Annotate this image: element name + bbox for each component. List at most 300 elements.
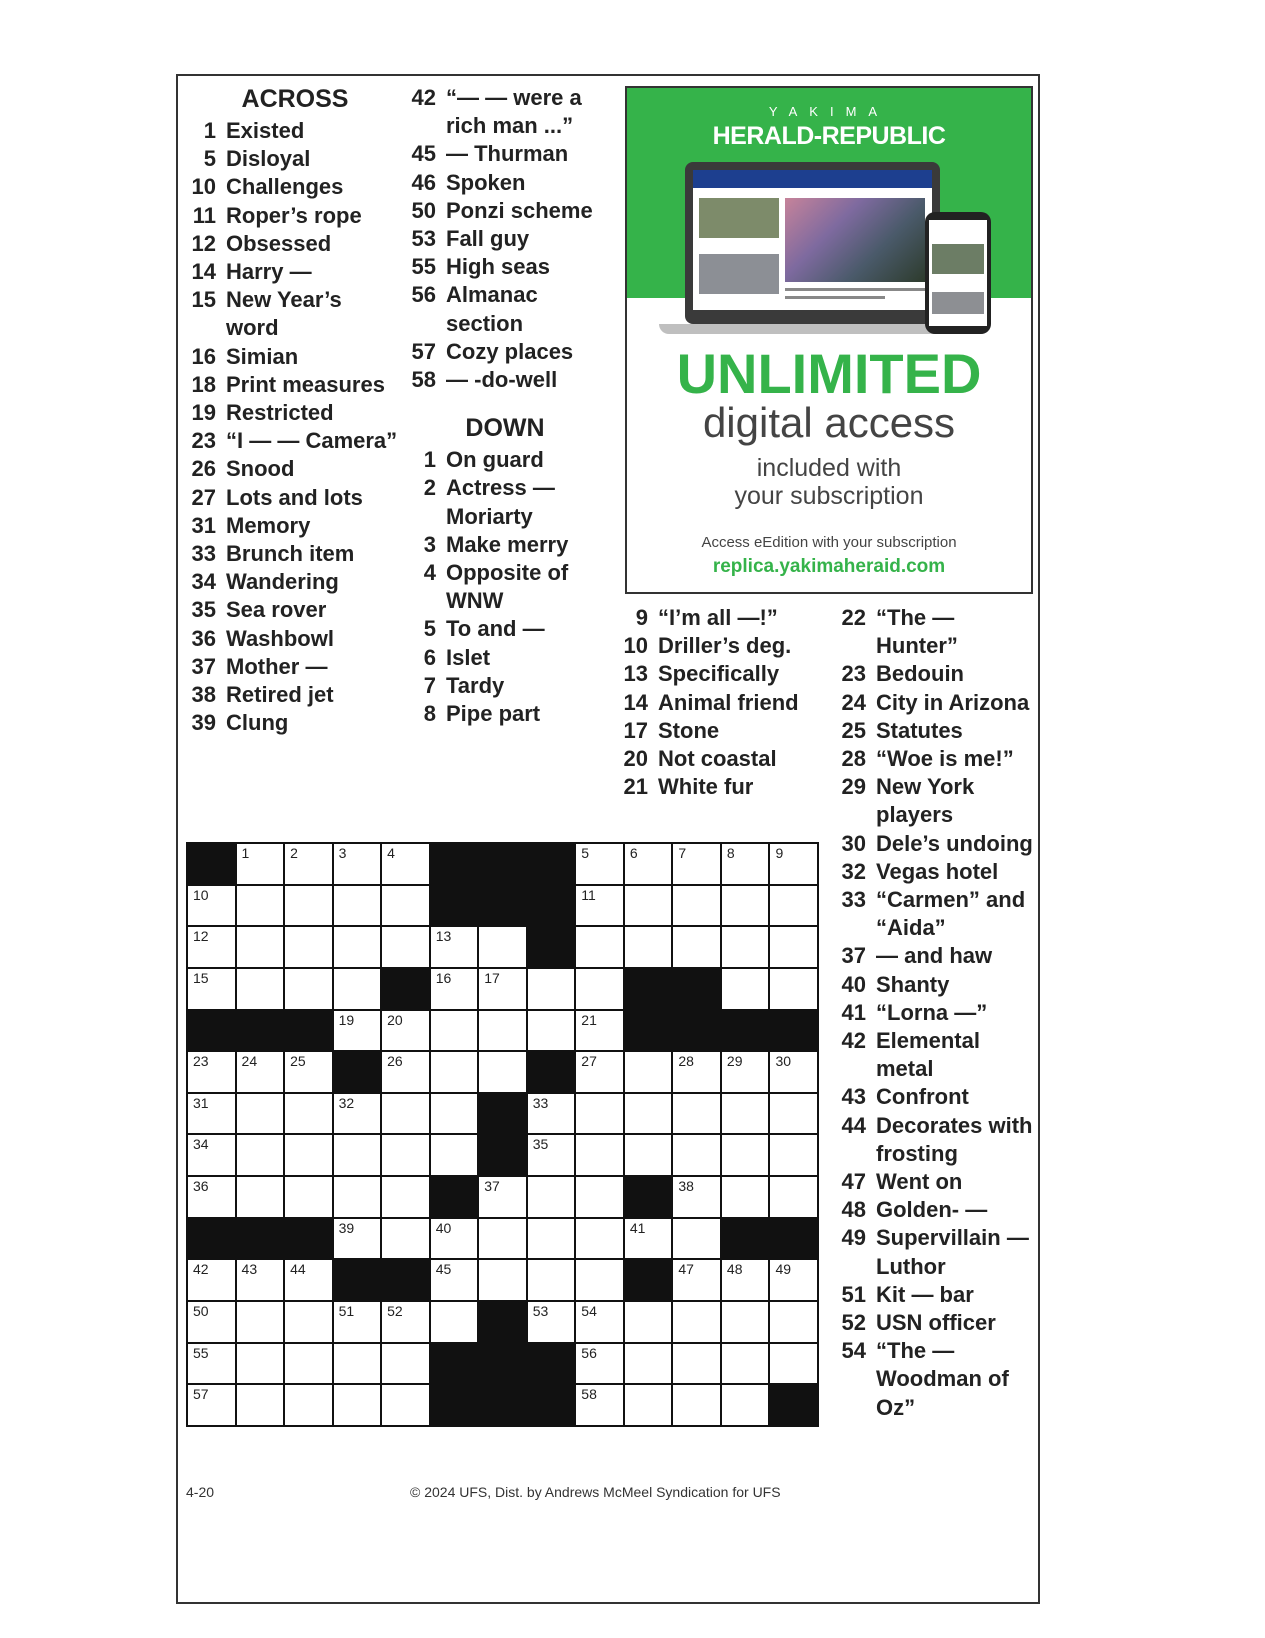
clue-text: Kit — bar <box>876 1281 974 1307</box>
across-clue <box>400 197 610 225</box>
down-clue <box>614 604 829 632</box>
grid-cell[interactable] <box>528 1011 575 1051</box>
clue-text: Specifically <box>658 661 780 687</box>
cell-number: 15 <box>193 969 209 986</box>
grid-cell[interactable] <box>188 1177 235 1217</box>
clue-text: Cozy places <box>446 338 574 364</box>
grid-cell[interactable] <box>382 1344 429 1384</box>
clue-text: Dele’s undoing <box>876 830 1033 856</box>
clue-text: Harry — <box>226 259 312 285</box>
across-clue <box>190 596 400 624</box>
grid-block <box>188 844 235 884</box>
grid-cell[interactable] <box>625 1302 672 1342</box>
grid-cell[interactable] <box>673 1135 720 1175</box>
grid-cell[interactable] <box>237 886 284 926</box>
grid-cell[interactable] <box>722 927 769 967</box>
grid-cell[interactable] <box>625 927 672 967</box>
clue-number: 56 <box>411 282 436 308</box>
grid-cell[interactable] <box>673 1260 720 1300</box>
down-clue <box>400 672 610 700</box>
clue-number: 16 <box>191 343 216 369</box>
clue-number: 46 <box>411 169 436 195</box>
across-clue <box>400 225 610 253</box>
clue-text: White fur <box>658 774 754 800</box>
ad-line-1: included with <box>756 454 902 482</box>
grid-block <box>431 844 478 884</box>
grid-block <box>334 1260 381 1300</box>
grid-cell[interactable] <box>625 1052 672 1092</box>
grid-cell[interactable] <box>237 1052 284 1092</box>
article-thumbnail <box>699 254 779 294</box>
grid-cell[interactable] <box>285 1344 332 1384</box>
grid-cell[interactable] <box>673 1385 720 1425</box>
cell-number: 53 <box>532 1303 549 1320</box>
clue-text: — Thurman <box>446 141 569 167</box>
grid-block <box>285 1011 332 1051</box>
grid-block <box>431 1385 478 1425</box>
grid-cell[interactable] <box>188 927 235 967</box>
grid-cell[interactable] <box>431 1260 478 1300</box>
down-clue <box>832 604 1042 660</box>
grid-cell[interactable] <box>285 844 332 884</box>
grid-cell[interactable] <box>722 1177 769 1217</box>
laptop-screen <box>693 170 932 310</box>
grid-cell[interactable] <box>237 1177 284 1217</box>
grid-cell[interactable] <box>237 844 284 884</box>
clue-number: 17 <box>623 717 648 743</box>
grid-cell[interactable] <box>237 1135 284 1175</box>
grid-cell[interactable] <box>770 844 817 884</box>
grid-cell[interactable] <box>625 844 672 884</box>
grid-cell[interactable] <box>188 969 235 1009</box>
cell-number: 23 <box>193 1053 209 1070</box>
grid-block <box>237 1011 284 1051</box>
cell-number: 19 <box>338 1011 355 1028</box>
clue-text: Elemental metal <box>876 1028 980 1082</box>
grid-cell[interactable] <box>625 1344 672 1384</box>
down-clue <box>832 1168 1042 1196</box>
clue-number: 18 <box>191 371 216 397</box>
grid-cell[interactable] <box>770 1135 817 1175</box>
grid-cell[interactable] <box>334 1011 381 1051</box>
grid-cell[interactable] <box>382 1094 429 1134</box>
cell-number: 7 <box>678 845 687 861</box>
grid-cell[interactable] <box>673 1302 720 1342</box>
clue-number: 52 <box>841 1310 866 1336</box>
grid-cell[interactable] <box>382 886 429 926</box>
clue-number: 53 <box>411 226 436 252</box>
grid-cell[interactable] <box>334 1385 381 1425</box>
clue-number: 42 <box>841 1028 866 1054</box>
grid-cell[interactable] <box>625 886 672 926</box>
clue-text: Washbowl <box>226 625 334 651</box>
grid-cell[interactable] <box>479 1260 526 1300</box>
cell-number: 4 <box>387 845 395 861</box>
grid-cell[interactable] <box>770 1177 817 1217</box>
grid-cell[interactable] <box>382 1052 429 1092</box>
cell-number: 12 <box>193 928 209 945</box>
clue-number: 40 <box>841 971 866 997</box>
grid-cell[interactable] <box>382 1011 429 1051</box>
down-clue <box>832 942 1042 970</box>
grid-cell[interactable] <box>285 1094 332 1134</box>
grid-cell[interactable] <box>722 1094 769 1134</box>
grid-cell[interactable] <box>188 886 235 926</box>
cell-number: 11 <box>581 886 596 903</box>
grid-cell[interactable] <box>528 1302 575 1342</box>
across-clue <box>190 681 400 709</box>
grid-cell[interactable] <box>431 1135 478 1175</box>
grid-cell[interactable] <box>770 969 817 1009</box>
clue-text: To and — <box>446 616 545 642</box>
clue-number: 33 <box>191 541 216 567</box>
grid-cell[interactable] <box>237 1344 284 1384</box>
cell-number: 6 <box>629 845 638 861</box>
clue-text: Challenges <box>226 174 344 200</box>
grid-cell[interactable] <box>431 1011 478 1051</box>
grid-cell[interactable] <box>382 1219 429 1259</box>
clue-text: Pipe part <box>446 701 541 727</box>
cell-number: 31 <box>193 1094 209 1111</box>
across-clue <box>400 366 610 394</box>
grid-cell[interactable] <box>285 969 332 1009</box>
grid-cell[interactable] <box>673 927 720 967</box>
ad-line-2: your subscription <box>734 482 924 510</box>
clue-text: “The — Hunter” <box>876 605 958 659</box>
cell-number: 42 <box>193 1261 209 1278</box>
grid-cell[interactable] <box>188 1052 235 1092</box>
grid-cell[interactable] <box>770 1052 817 1092</box>
clue-text: “The — Woodman of Oz” <box>876 1338 1009 1420</box>
grid-cell[interactable] <box>334 886 381 926</box>
grid-cell[interactable] <box>188 1385 235 1425</box>
grid-cell[interactable] <box>722 1260 769 1300</box>
clue-text: Vegas hotel <box>876 858 999 884</box>
cell-number: 54 <box>581 1303 597 1320</box>
grid-cell[interactable] <box>673 1177 720 1217</box>
clue-text: Retired jet <box>226 682 334 708</box>
grid-cell[interactable] <box>431 1302 478 1342</box>
crossword-grid[interactable] <box>186 842 819 1427</box>
article-thumbnail <box>699 198 779 238</box>
grid-cell[interactable] <box>770 1094 817 1134</box>
down-clue <box>832 745 1042 773</box>
copyright-credit: © 2024 UFS, Dist. by Andrews McMeel Syndication for UFS <box>410 1484 781 1500</box>
grid-cell[interactable] <box>334 1135 381 1175</box>
ad-url-link[interactable]: replica.yakimaheraid.com <box>712 556 946 577</box>
across-clue <box>190 343 400 371</box>
grid-cell[interactable] <box>479 1052 526 1092</box>
grid-cell[interactable] <box>285 1135 332 1175</box>
grid-cell[interactable] <box>673 1219 720 1259</box>
grid-cell[interactable] <box>576 1219 623 1259</box>
feature-photo <box>785 198 925 282</box>
grid-cell[interactable] <box>576 1344 623 1384</box>
phone-photo <box>932 292 984 314</box>
grid-cell[interactable] <box>770 1344 817 1384</box>
grid-cell[interactable] <box>237 1094 284 1134</box>
grid-cell[interactable] <box>237 1302 284 1342</box>
cell-number: 13 <box>435 928 452 945</box>
grid-cell[interactable] <box>285 1302 332 1342</box>
grid-block <box>673 969 720 1009</box>
grid-block <box>188 1219 235 1259</box>
down-clue <box>832 773 1042 829</box>
subscription-ad[interactable] <box>625 86 1033 594</box>
clue-number: 6 <box>423 644 436 670</box>
clue-text: — -do-well <box>446 367 558 393</box>
clue-text: Spoken <box>446 169 526 195</box>
clue-number: 23 <box>191 428 216 454</box>
clue-number: 9 <box>635 605 648 630</box>
clue-number: 27 <box>191 484 216 510</box>
clue-text: Ponzi scheme <box>446 197 593 223</box>
grid-cell[interactable] <box>673 844 720 884</box>
grid-cell[interactable] <box>722 1385 769 1425</box>
clue-text: Simian <box>226 343 299 369</box>
grid-cell[interactable] <box>334 927 381 967</box>
clue-text: Fall guy <box>446 226 530 252</box>
grid-cell[interactable] <box>625 1219 672 1259</box>
grid-cell[interactable] <box>576 886 623 926</box>
grid-cell[interactable] <box>576 1302 623 1342</box>
down-clue <box>832 886 1042 942</box>
clue-number: 57 <box>411 338 436 364</box>
grid-cell[interactable] <box>576 1011 623 1051</box>
across-down-column <box>400 84 610 728</box>
cell-number: 58 <box>581 1386 597 1403</box>
grid-cell[interactable] <box>237 969 284 1009</box>
clue-text: Tardy <box>446 672 505 698</box>
down-clue <box>400 700 610 728</box>
grid-cell[interactable] <box>722 1302 769 1342</box>
down-clue <box>832 689 1042 717</box>
grid-cell[interactable] <box>285 1260 332 1300</box>
grid-cell[interactable] <box>625 1094 672 1134</box>
grid-cell[interactable] <box>673 1094 720 1134</box>
clue-number: 51 <box>841 1281 866 1307</box>
grid-cell[interactable] <box>625 1385 672 1425</box>
cell-number: 24 <box>241 1053 258 1070</box>
grid-cell[interactable] <box>722 969 769 1009</box>
grid-cell[interactable] <box>237 927 284 967</box>
across-clue <box>190 709 400 737</box>
grid-cell[interactable] <box>479 927 526 967</box>
grid-block <box>479 1135 526 1175</box>
grid-cell[interactable] <box>722 844 769 884</box>
clue-number: 5 <box>203 146 216 172</box>
cell-number: 16 <box>435 969 452 986</box>
grid-block <box>528 1344 575 1384</box>
grid-cell[interactable] <box>285 927 332 967</box>
grid-cell[interactable] <box>431 1219 478 1259</box>
clue-text: Wandering <box>226 569 339 595</box>
cell-number: 39 <box>338 1219 355 1236</box>
grid-cell[interactable] <box>334 969 381 1009</box>
grid-cell[interactable] <box>722 886 769 926</box>
grid-cell[interactable] <box>334 1302 381 1342</box>
ad-headline: UNLIMITED <box>676 342 982 405</box>
clue-number: 29 <box>841 774 866 800</box>
grid-cell[interactable] <box>431 969 478 1009</box>
across-clue <box>190 230 400 258</box>
grid-cell[interactable] <box>722 1052 769 1092</box>
grid-cell[interactable] <box>334 844 381 884</box>
grid-cell[interactable] <box>673 1344 720 1384</box>
grid-cell[interactable] <box>576 969 623 1009</box>
grid-cell[interactable] <box>722 1344 769 1384</box>
grid-cell[interactable] <box>770 927 817 967</box>
grid-cell[interactable] <box>382 1302 429 1342</box>
grid-cell[interactable] <box>528 1135 575 1175</box>
grid-block <box>770 1385 817 1425</box>
grid-cell[interactable] <box>285 886 332 926</box>
cell-number: 17 <box>484 969 500 986</box>
grid-cell[interactable] <box>770 886 817 926</box>
grid-cell[interactable] <box>382 844 429 884</box>
clue-text: Mother — <box>226 653 328 679</box>
grid-cell[interactable] <box>382 1135 429 1175</box>
cell-number: 37 <box>484 1178 500 1195</box>
grid-cell[interactable] <box>334 1219 381 1259</box>
grid-cell[interactable] <box>528 1260 575 1300</box>
grid-cell[interactable] <box>382 1385 429 1425</box>
clue-text: Almanac section <box>446 282 538 336</box>
grid-cell[interactable] <box>722 1135 769 1175</box>
grid-cell[interactable] <box>334 1344 381 1384</box>
phone-screen <box>929 220 987 326</box>
grid-cell[interactable] <box>528 969 575 1009</box>
down-clue <box>614 717 829 745</box>
laptop-illustration <box>685 162 940 324</box>
ad-access-text: Access eEdition with your subscription <box>701 534 957 551</box>
clue-text: Roper’s rope <box>226 202 362 228</box>
clue-number: 2 <box>423 475 436 501</box>
cell-number: 36 <box>193 1178 209 1195</box>
grid-cell[interactable] <box>673 886 720 926</box>
grid-cell[interactable] <box>576 1094 623 1134</box>
down-clue <box>832 717 1042 745</box>
clue-text: Opposite of WNW <box>446 560 569 614</box>
clue-text: Actress — Moriarty <box>446 475 555 529</box>
grid-cell[interactable] <box>528 1177 575 1217</box>
across-clue <box>190 625 400 653</box>
cell-number: 45 <box>435 1261 452 1278</box>
clue-number: 41 <box>841 999 866 1025</box>
grid-block <box>431 1344 478 1384</box>
clue-text: Snood <box>226 456 295 482</box>
clue-number: 3 <box>423 531 436 557</box>
grid-cell[interactable] <box>188 1135 235 1175</box>
across-clue <box>400 84 610 140</box>
grid-cell[interactable] <box>431 1052 478 1092</box>
across-clue <box>190 484 400 512</box>
grid-cell[interactable] <box>334 1177 381 1217</box>
grid-cell[interactable] <box>237 1260 284 1300</box>
grid-cell[interactable] <box>285 1052 332 1092</box>
clue-text: “I’m all —!” <box>658 605 778 630</box>
grid-cell[interactable] <box>188 1260 235 1300</box>
grid-cell[interactable] <box>576 1260 623 1300</box>
clue-number: 58 <box>411 367 436 393</box>
grid-cell[interactable] <box>188 1094 235 1134</box>
grid-cell[interactable] <box>625 1135 672 1175</box>
grid-cell[interactable] <box>479 969 526 1009</box>
down-column-3 <box>832 604 1042 1422</box>
grid-cell[interactable] <box>431 1094 478 1134</box>
grid-cell[interactable] <box>431 927 478 967</box>
cell-number: 40 <box>435 1219 452 1236</box>
clue-text: “Woe is me!” <box>876 746 1014 772</box>
cell-number: 10 <box>193 886 209 903</box>
cell-number: 25 <box>290 1053 306 1070</box>
grid-cell[interactable] <box>382 1177 429 1217</box>
cell-number: 20 <box>387 1011 403 1028</box>
grid-block <box>770 1219 817 1259</box>
down-column-2 <box>614 604 829 801</box>
clue-number: 1 <box>203 118 216 143</box>
cell-number: 33 <box>532 1094 549 1111</box>
grid-cell[interactable] <box>285 1177 332 1217</box>
grid-cell[interactable] <box>188 1344 235 1384</box>
clue-text: Restricted <box>226 400 334 426</box>
grid-cell[interactable] <box>382 927 429 967</box>
grid-cell[interactable] <box>576 1385 623 1425</box>
clue-number: 38 <box>191 682 216 708</box>
clue-text: Bedouin <box>876 661 964 687</box>
grid-cell[interactable] <box>770 1260 817 1300</box>
clue-text: Decorates with frosting <box>876 1112 1033 1166</box>
across-heading: ACROSS <box>241 85 349 113</box>
grid-cell[interactable] <box>285 1385 332 1425</box>
grid-block <box>479 1344 526 1384</box>
grid-cell[interactable] <box>576 1177 623 1217</box>
grid-cell[interactable] <box>528 1219 575 1259</box>
down-list-c <box>832 604 1042 1422</box>
grid-cell[interactable] <box>576 844 623 884</box>
down-clue <box>832 1337 1042 1422</box>
cell-number: 21 <box>581 1011 597 1028</box>
grid-cell[interactable] <box>528 1094 575 1134</box>
across-clue <box>190 202 400 230</box>
grid-cell[interactable] <box>576 1135 623 1175</box>
grid-cell[interactable] <box>188 1302 235 1342</box>
grid-cell[interactable] <box>479 1219 526 1259</box>
grid-cell[interactable] <box>673 1052 720 1092</box>
down-list-a <box>400 446 610 728</box>
cell-number: 5 <box>581 845 590 861</box>
grid-cell[interactable] <box>770 1302 817 1342</box>
grid-cell[interactable] <box>479 1177 526 1217</box>
grid-cell[interactable] <box>237 1385 284 1425</box>
cell-number: 9 <box>775 845 784 861</box>
down-clue <box>614 773 829 801</box>
grid-cell[interactable] <box>479 1011 526 1051</box>
grid-cell[interactable] <box>576 1052 623 1092</box>
cell-number: 28 <box>678 1053 694 1070</box>
down-clue <box>400 474 610 530</box>
clue-number: 55 <box>411 254 436 280</box>
clue-number: 35 <box>191 597 216 623</box>
clue-text: Driller’s deg. <box>658 633 792 659</box>
grid-cell[interactable] <box>576 927 623 967</box>
grid-block <box>431 1177 478 1217</box>
across-list-a <box>190 117 400 737</box>
across-list-b <box>400 84 610 394</box>
across-clue <box>190 258 400 286</box>
grid-cell[interactable] <box>334 1094 381 1134</box>
cell-number: 41 <box>629 1219 646 1236</box>
